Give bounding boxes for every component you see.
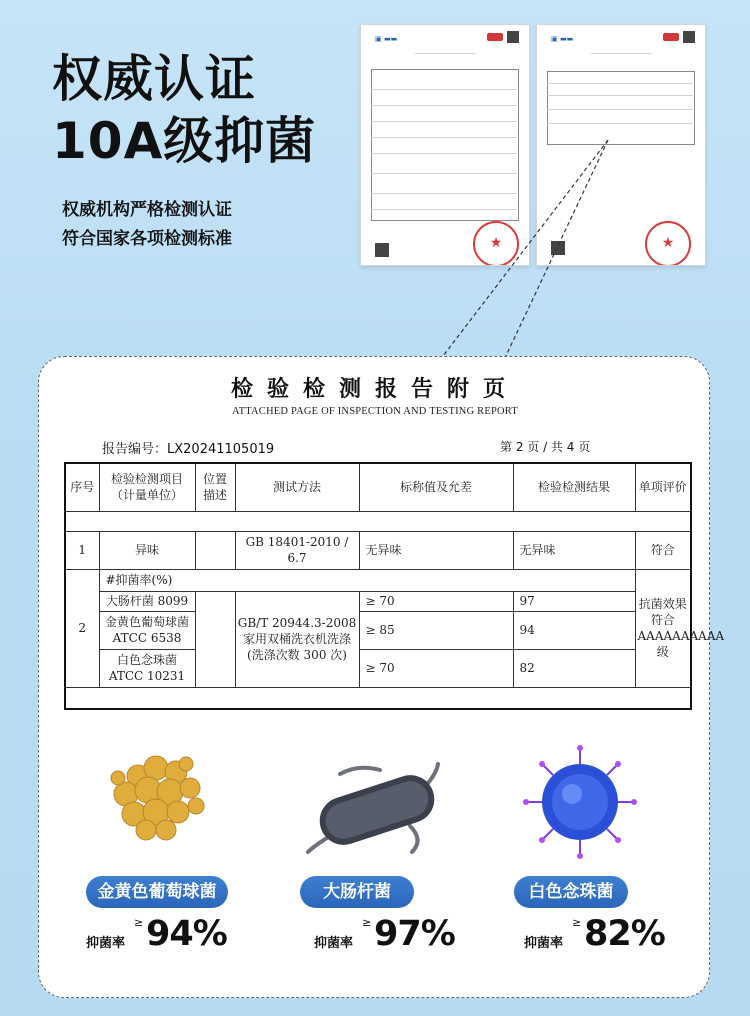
subtitle-line-2: 符合国家各项检测标准	[62, 229, 232, 249]
subtitle-line-1: 权威机构严格检测认证	[62, 200, 232, 220]
header-eval: 单项评价	[635, 463, 691, 511]
row2-method: GB/T 20944.3-2008 家用双桶洗衣机洗涤 (洗涤次数 300 次)	[235, 591, 359, 687]
table-row: 金黄色葡萄球菌 ATCC 6538 ≥ 85 94	[65, 611, 691, 649]
table-row: 大肠杆菌 8099 GB/T 20944.3-2008 家用双桶洗衣机洗涤 (洗涤次数 300 次) ≥ 70 97	[65, 591, 691, 611]
headline-line-1: 权威认证	[52, 50, 256, 108]
e-coli-icon	[300, 756, 450, 866]
table-spacer-row	[65, 687, 691, 709]
table-row: 2 #抑菌率(%) 抗菌效果符合AAAAAAAAAA 级	[65, 569, 691, 591]
header-item: 检验检测项目（计量单位）	[99, 463, 195, 511]
report-title: 检验检测报告附页	[230, 376, 519, 402]
header-result: 检验检测结果	[513, 463, 635, 511]
staphylococcus-icon	[98, 746, 218, 846]
header-method: 测试方法	[235, 463, 359, 511]
lab-logo-icon: ▣ ▬▬	[551, 35, 574, 43]
row2-evaluation: 抗菌效果符合AAAAAAAAAA 级	[635, 569, 691, 687]
header-std: 标称值及允差	[359, 463, 513, 511]
red-seal-icon: ★	[473, 221, 519, 266]
red-seal-icon: ★	[645, 221, 691, 266]
table-row: 1 异味 GB 18401-2010 / 6.7 无异味 无异味 符合	[65, 531, 691, 569]
table-spacer-row	[65, 511, 691, 531]
table-header-row	[65, 463, 691, 511]
table-row: 白色念珠菌 ATCC 10231 ≥ 70 82	[65, 649, 691, 687]
bacteria-label-candida: 白色念珠菌	[514, 876, 628, 908]
report-page: 第 2 页 / 共 4 页	[500, 440, 591, 454]
report-table	[64, 462, 725, 710]
headline-line-2: 10A级抑菌	[52, 112, 317, 170]
lab-logo-icon: ▣ ▬▬	[375, 35, 398, 43]
report-title-en: ATTACHED PAGE OF INSPECTION AND TESTING REPORT	[232, 406, 518, 417]
candida-virus-icon	[520, 742, 640, 862]
report-number: 报告编号：LX20241105019	[102, 442, 275, 457]
bacteria-label-ecoli: 大肠杆菌	[300, 876, 414, 908]
header-seq: 序号	[65, 463, 99, 511]
bacteria-label-staph: 金黄色葡萄球菌	[86, 876, 228, 908]
header-pos: 位置描述	[195, 463, 235, 511]
